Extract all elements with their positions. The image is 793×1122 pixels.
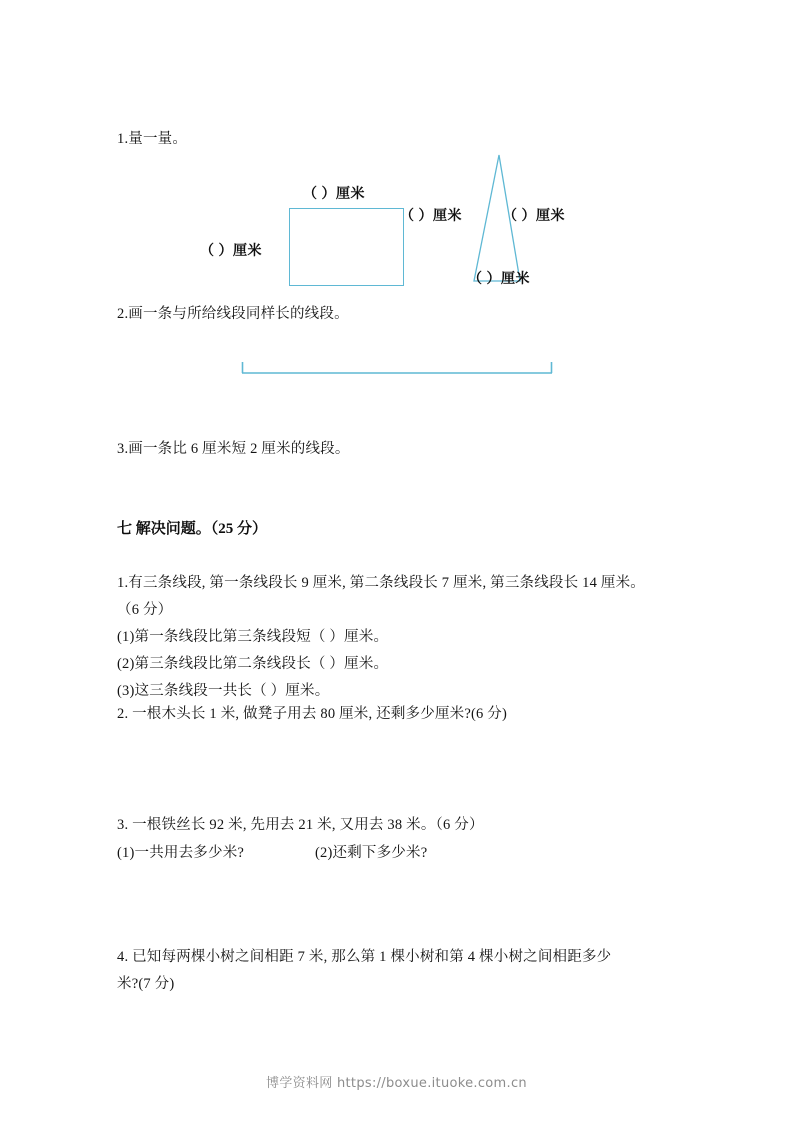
problem-1-sub-1: (1)第一条线段比第三条线段短（ ）厘米。 xyxy=(117,629,389,645)
footer-watermark: 博学资料网 https://boxue.ituoke.com.cn xyxy=(266,1076,527,1091)
problem-2-stem: 2. 一根木头长 1 米, 做凳子用去 80 厘米, 还剩多少厘米?(6 分) xyxy=(117,706,508,722)
problem-3-sub-2: (2)还剩下多少米? xyxy=(315,845,428,861)
measure-item-2-label: 2.画一条与所给线段同样长的线段。 xyxy=(117,306,349,322)
rectangle-shape xyxy=(289,208,404,286)
problem-4-stem: 4. 已知每两棵小树之间相距 7 米, 那么第 1 棵小树和第 4 棵小树之间相距多少 xyxy=(117,949,612,965)
triangle-left-label: （ ）厘米 xyxy=(503,209,565,224)
measure-item-1-label: 1.量一量。 xyxy=(117,131,188,147)
rectangle-top-label: （ ）厘米 xyxy=(303,187,365,202)
problem-1-points: （6 分） xyxy=(117,602,173,618)
triangle-bottom-label: （ ）厘米 xyxy=(468,272,530,287)
problem-3-sub-1: (1)一共用去多少米? xyxy=(117,845,245,861)
problem-3-stem: 3. 一根铁丝长 92 米, 先用去 21 米, 又用去 38 米。（6 分） xyxy=(117,817,484,833)
solve-section-heading: 七 解决问题。（25 分） xyxy=(117,521,268,537)
rectangle-right-label: （ ）厘米 xyxy=(400,209,462,224)
line-segment-shape xyxy=(242,362,552,373)
problem-1-sub-2: (2)第三条线段比第二条线段长（ ）厘米。 xyxy=(117,656,389,672)
problem-4-stem-line2: 米?(7 分) xyxy=(117,976,175,992)
problem-1-stem: 1.有三条线段, 第一条线段长 9 厘米, 第二条线段长 7 厘米, 第三条线段长 14 厘米。 xyxy=(117,575,645,591)
rectangle-left-label: （ ）厘米 xyxy=(200,244,262,259)
measure-item-3-label: 3.画一条比 6 厘米短 2 厘米的线段。 xyxy=(117,441,350,457)
problem-1-sub-3: (3)这三条线段一共长（ ）厘米。 xyxy=(117,683,330,699)
